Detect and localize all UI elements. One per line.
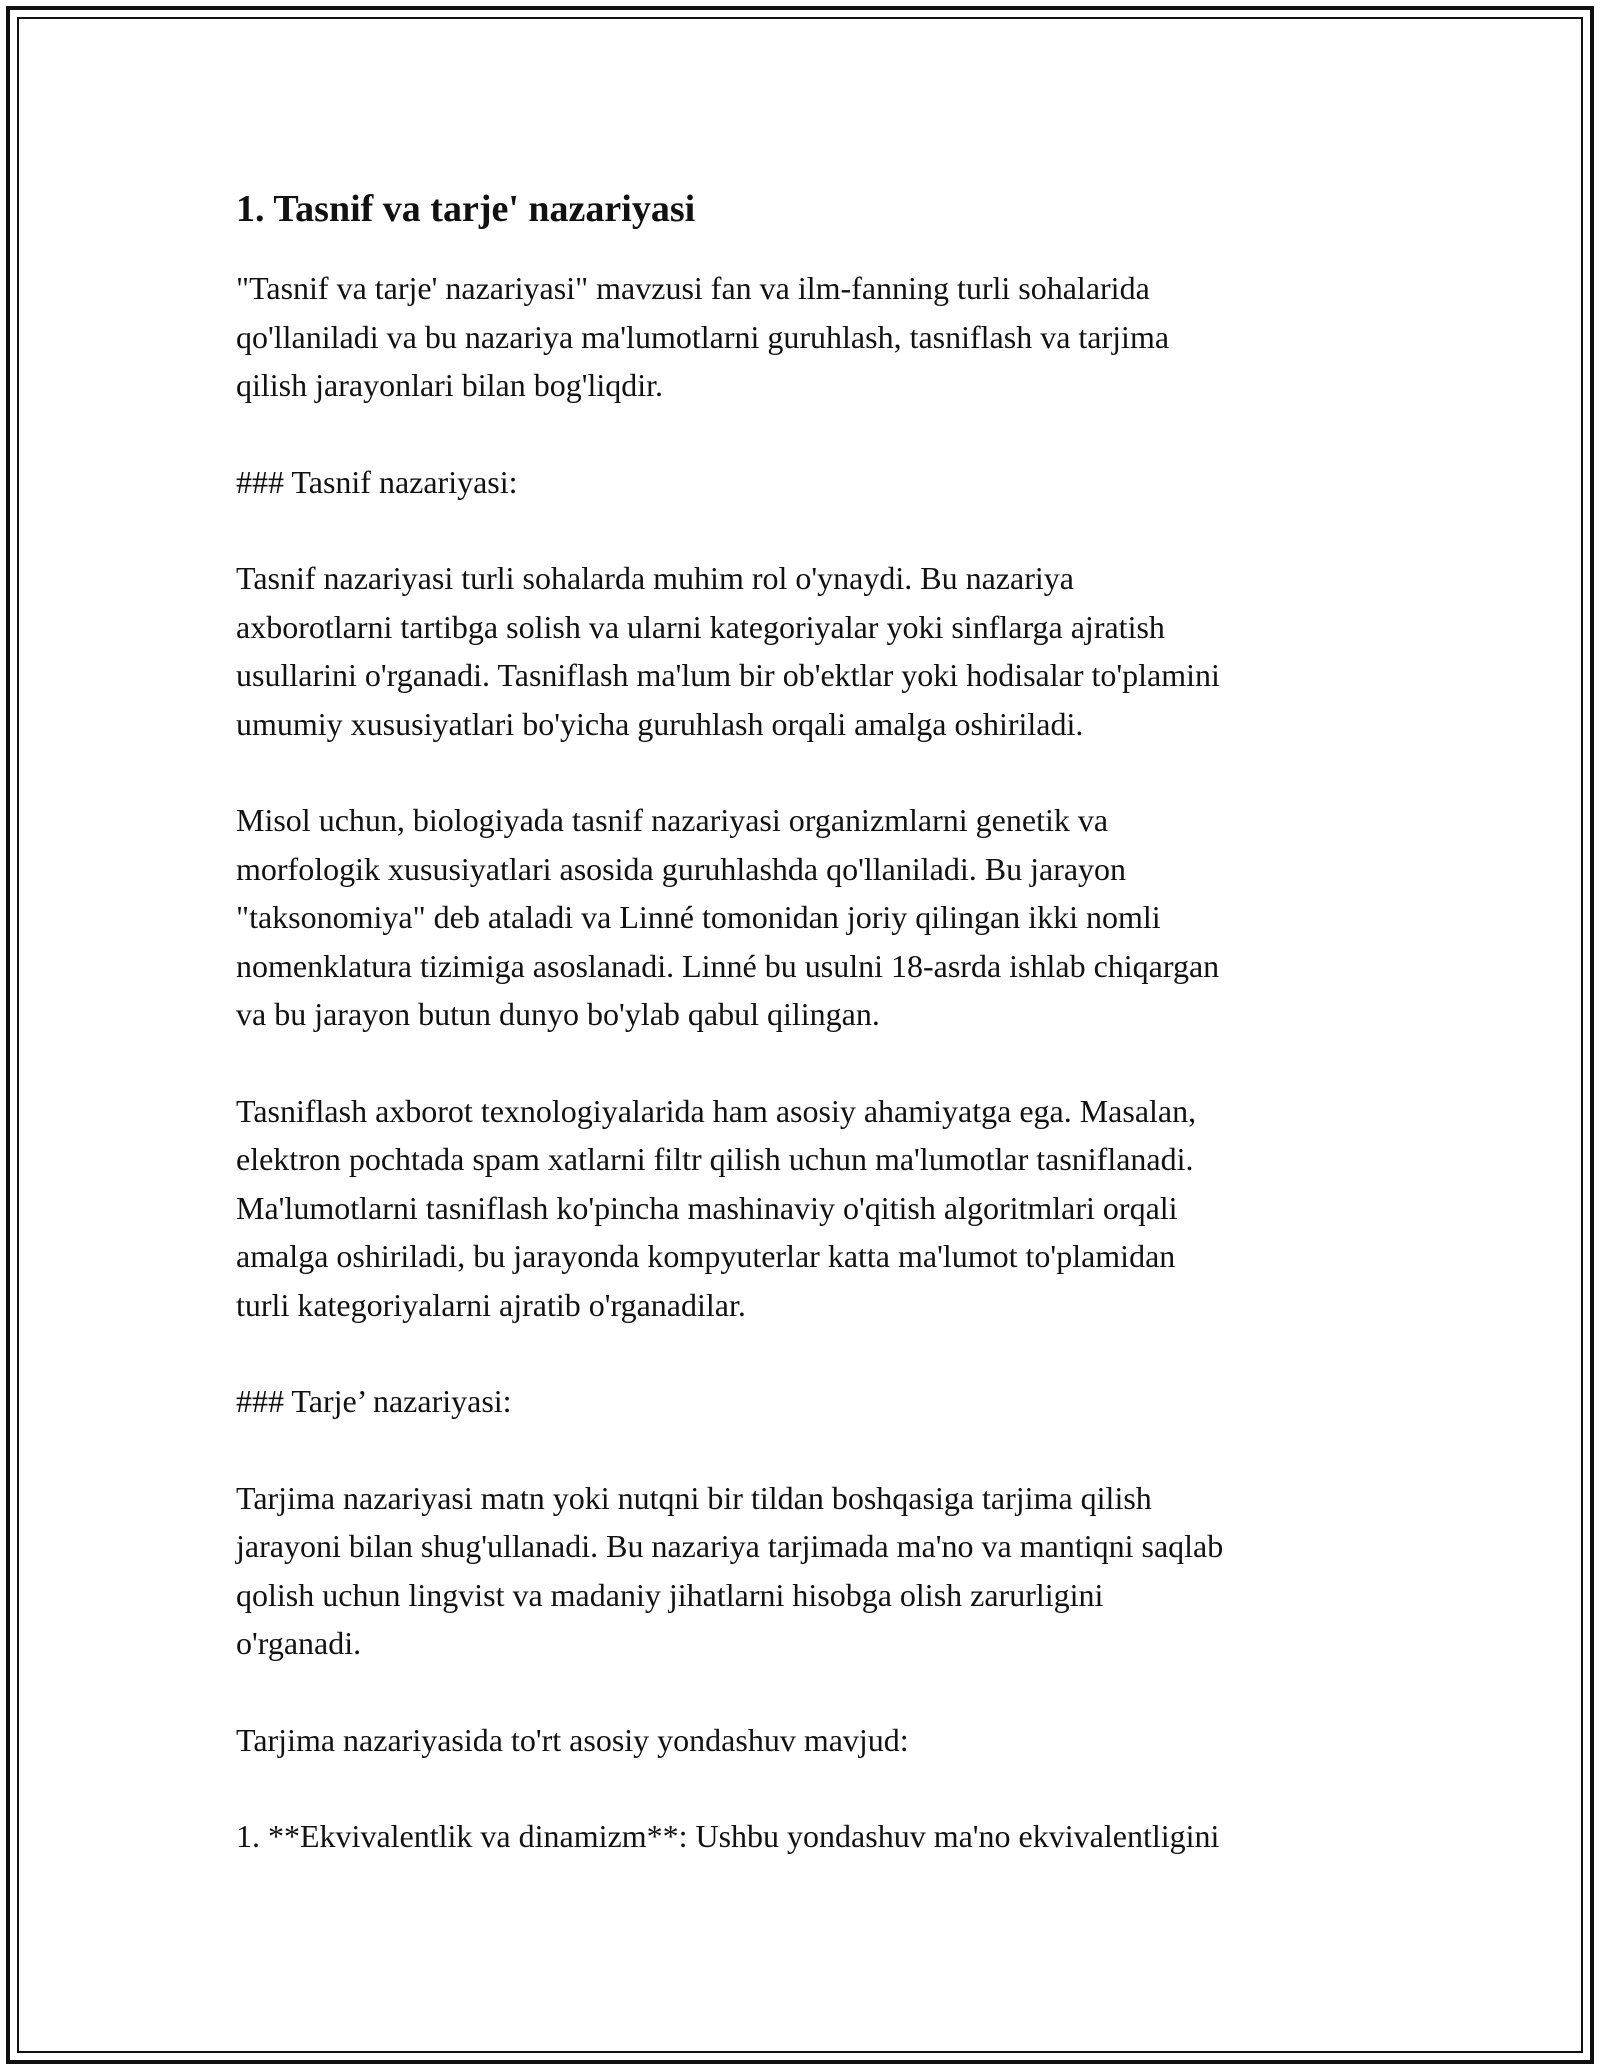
paragraph-it-example: Tasniflash axborot texnologiyalarida ham asosiy ahamiyatga ega. Masalan, elektron pochtada spam xatlarni filtr qilish uchun ma'lumotlar tasniflanadi. Ma'lumotlarni tasniflash ko'pincha mashinaviy o'qitish algoritmlari orqali amalga oshiriladi, bu jarayonda kompyuterlar katta ma'lumot to'plamidan turli kategoriyalarni ajratib o'rganadilar. [236,1092,1197,1323]
paragraph-intro: "Tasnif va tarje' nazariyasi" mavzusi fan va ilm-fanning turli sohalarida qo'llaniladi va bu nazariya ma'lumotlarni guruhlash, tasniflash va tarjima qilish jarayonlari bilan bog'liqdir. [236,270,1170,403]
document-body [236,186,1386,1861]
document-title: 1. Tasnif va tarje' nazariyasi [236,188,696,230]
paragraph-tasnif-definition: Tasnif nazariyasi turli sohalarda muhim rol o'ynaydi. Bu nazariya axborotlarni tartibga solish va ularni kategoriyalar yoki sinflarga ajratish usullarini o'rganadi. Tasniflash ma'lum bir ob'ektlar yoki hodisalar to'plamini umumiy xususiyatlari bo'yicha guruhlash orqali amalga oshiriladi. [236,560,1220,742]
paragraph-approaches-intro: Tarjima nazariyasida to'rt asosiy yondashuv mavjud: [236,1721,909,1758]
paragraph-tarjima-definition: Tarjima nazariyasi matn yoki nutqni bir tildan boshqasiga tarjima qilish jarayoni bilan shug'ullanadi. Bu nazariya tarjimada ma'no va mantiqni saqlab qolish uchun lingvist va madaniy jihatlarni hisobga olish zarurligini o'rganadi. [236,1479,1224,1661]
list-item-approach-1: 1. **Ekvivalentlik va dinamizm**: Ushbu yondashuv ma'no ekvivalentligini [236,1818,1220,1854]
paragraph-biology-example: Misol uchun, biologiyada tasnif nazariyasi organizmlarni genetik va morfologik xususiyatlari asosida guruhlashda qo'llaniladi. Bu jarayon "taksonomiya" deb ataladi va Linné tomonidan joriy qilingan ikki nomli nomenklatura tizimiga asoslanadi. Linné bu usulni 18-asrda ishlab chiqargan va bu jarayon butun dunyo bo'ylab qabul qilingan. [236,802,1220,1032]
section-heading-tarje: ### Tarje’ nazariyasi: [236,1383,512,1419]
section-heading-tasnif: ### Tasnif nazariyasi: [236,463,518,500]
